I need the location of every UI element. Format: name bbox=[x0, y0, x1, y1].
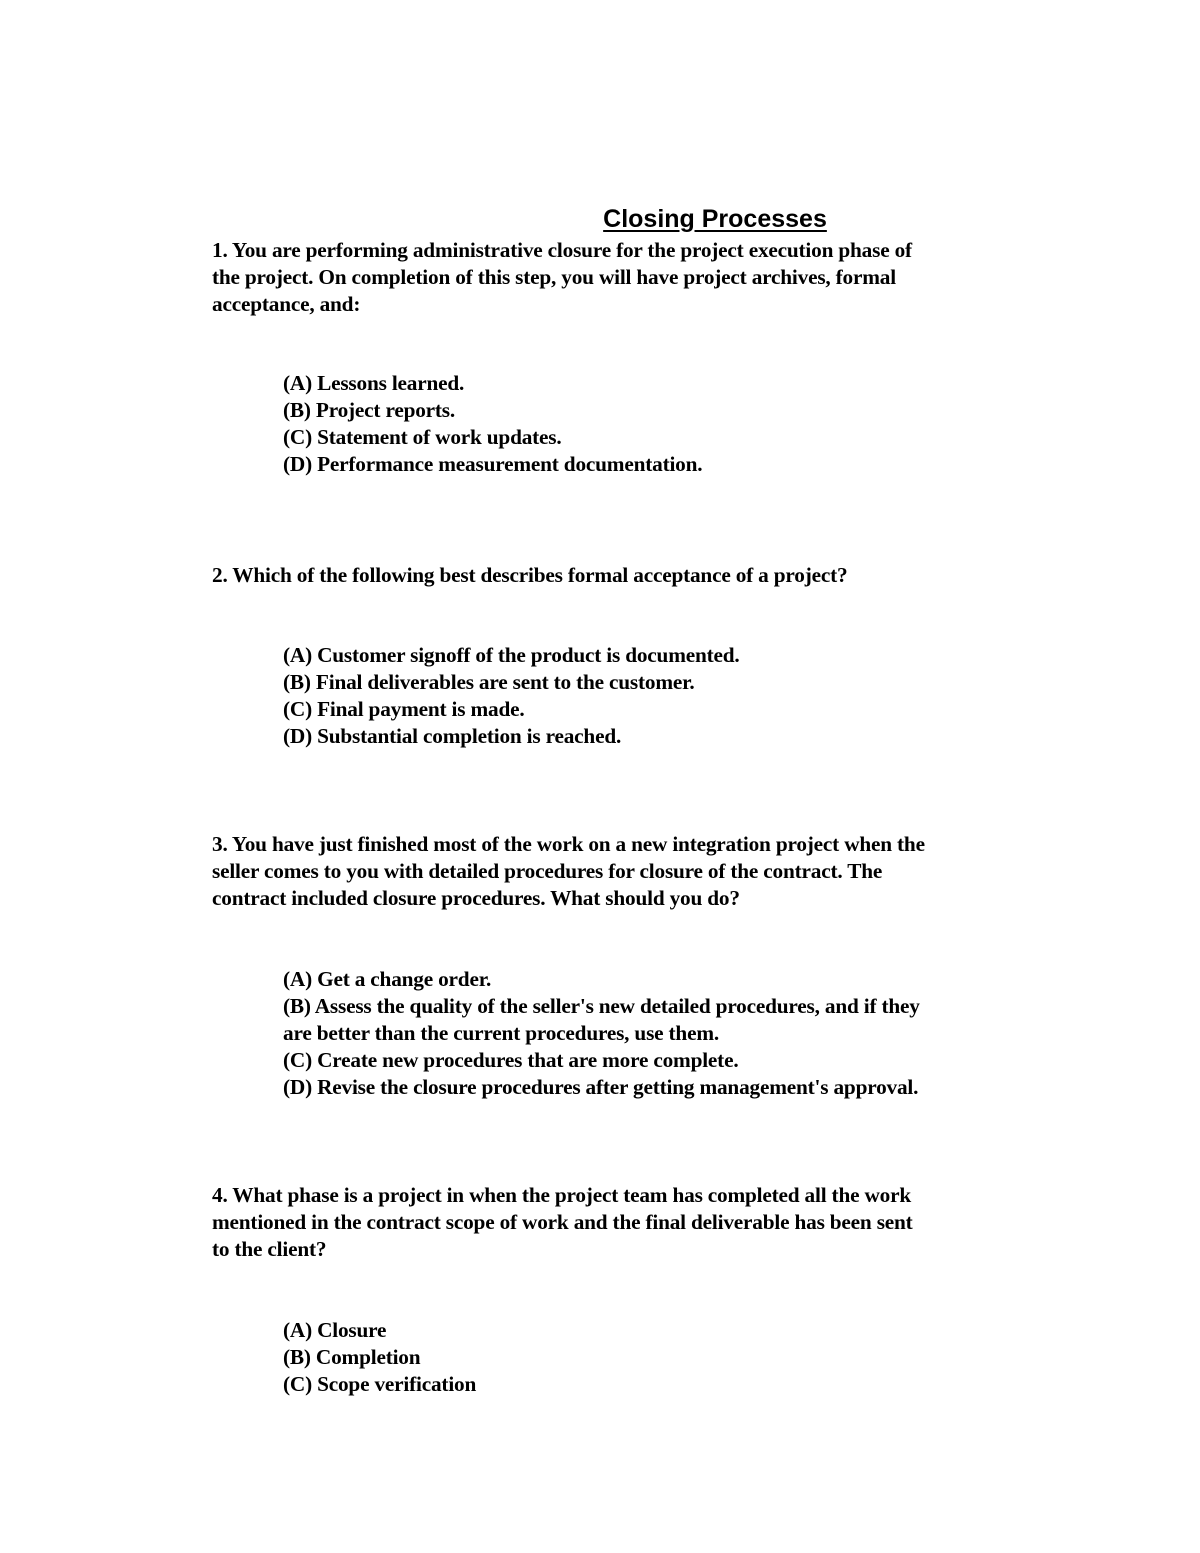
question-4-options bbox=[283, 1317, 1043, 1398]
answer-option: (D) Revise the closure procedures after getting management's approval. bbox=[283, 1075, 919, 1099]
answer-option: (B) Completion bbox=[283, 1345, 421, 1369]
question-line: mentioned in the contract scope of work and the final deliverable has been sent bbox=[212, 1210, 913, 1234]
question-line: 3. You have just finished most of the work on a new integration project when the bbox=[212, 832, 925, 856]
answer-option: (A) Closure bbox=[283, 1318, 387, 1342]
page-title: Closing Processes bbox=[603, 205, 827, 233]
question-line: contract included closure procedures. What should you do? bbox=[212, 886, 740, 910]
answer-option: (A) Lessons learned. bbox=[283, 371, 465, 395]
answer-option: (B) Final deliverables are sent to the customer. bbox=[283, 670, 695, 694]
answer-option: (D) Substantial completion is reached. bbox=[283, 724, 622, 748]
question-3-text bbox=[212, 831, 1042, 912]
question-1-text bbox=[212, 237, 1042, 318]
answer-option: (A) Customer signoff of the product is documented. bbox=[283, 643, 740, 667]
question-2-options bbox=[283, 642, 1043, 750]
question-4-text bbox=[212, 1182, 1042, 1263]
answer-option: (D) Performance measurement documentation. bbox=[283, 452, 703, 476]
answer-option: are better than the current procedures, use them. bbox=[283, 1021, 719, 1045]
question-line: acceptance, and: bbox=[212, 292, 361, 316]
answer-option: (A) Get a change order. bbox=[283, 967, 492, 991]
answer-option: (C) Create new procedures that are more complete. bbox=[283, 1048, 739, 1072]
answer-option: (B) Project reports. bbox=[283, 398, 456, 422]
question-line: 2. Which of the following best describes formal acceptance of a project? bbox=[212, 563, 848, 587]
question-line: 1. You are performing administrative closure for the project execution phase of bbox=[212, 238, 912, 262]
answer-option: (C) Statement of work updates. bbox=[283, 425, 562, 449]
answer-option: (C) Scope verification bbox=[283, 1372, 477, 1396]
answer-option: (B) Assess the quality of the seller's new detailed procedures, and if they bbox=[283, 994, 920, 1018]
question-2-text bbox=[212, 562, 1042, 589]
question-3-options bbox=[283, 966, 1043, 1101]
question-1-options bbox=[283, 370, 1043, 478]
answer-option: (C) Final payment is made. bbox=[283, 697, 525, 721]
question-line: to the client? bbox=[212, 1237, 327, 1261]
question-line: the project. On completion of this step, you will have project archives, formal bbox=[212, 265, 896, 289]
question-line: seller comes to you with detailed procedures for closure of the contract. The bbox=[212, 859, 883, 883]
question-line: 4. What phase is a project in when the project team has completed all the work bbox=[212, 1183, 911, 1207]
